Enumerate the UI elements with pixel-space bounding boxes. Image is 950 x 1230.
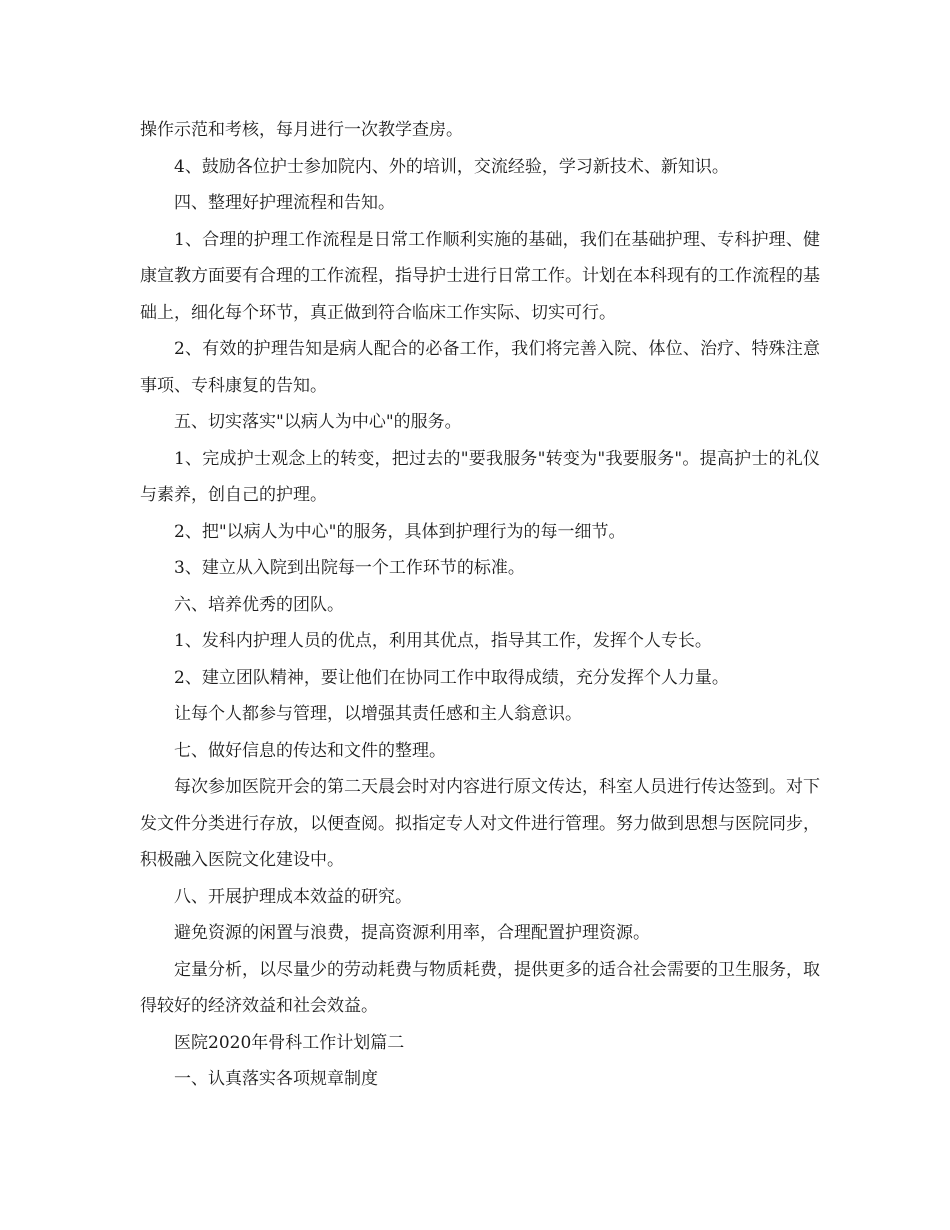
paragraph: 1、发科内护理人员的优点，利用其优点，指导其工作，发挥个人专长。: [174, 631, 712, 651]
paragraph: 2、建立团队精神，要让他们在协同工作中取得成绩，充分发挥个人力量。: [174, 667, 729, 688]
paragraph: 每次参加医院开会的第二天晨会时对内容进行原文传达，科室人员进行传达签到。对下发文件分类进行存放，以便查阅。拟指定专人对文件进行管理。努力做到思想与医院同步，积极融入医院文化建设中。: [140, 777, 820, 870]
paragraph: 1、完成护士观念上的转变，把过去的"要我服务"转变为"我要服务"。提高护士的礼仪与素养，创自己的护理。: [140, 448, 820, 505]
paragraph: 4、鼓励各位护士参加院内、外的培训，交流经验，学习新技术、新知识。: [174, 156, 729, 177]
paragraph: 1、合理的护理工作流程是日常工作顺利实施的基础，我们在基础护理、专科护理、健康宣教方面要有合理的工作流程，指导护士进行日常工作。计划在本科现有的工作流程的基础上，细化每个环节，真正做到符合临床工作实际、切实可行。: [140, 229, 820, 323]
section-heading: 五、切实落实"以病人为中心"的服务。: [174, 412, 462, 432]
paragraph: 避免资源的闲置与浪费，提高资源利用率，合理配置护理资源。: [174, 923, 650, 943]
chapter-title: 医院2020年骨科工作计划篇二: [174, 1032, 405, 1053]
paragraph: 定量分析，以尽量少的劳动耗费与物质耗费，提供更多的适合社会需要的卫生服务，取得较好的经济效益和社会效益。: [140, 959, 820, 1016]
section-heading: 四、整理好护理流程和告知。: [174, 193, 395, 213]
document-body: [140, 112, 820, 1098]
section-heading: 一、认真落实各项规章制度: [174, 1069, 378, 1089]
paragraph: 2、把"以病人为中心"的服务，具体到护理行为的每一细节。: [174, 521, 626, 542]
paragraph: 操作示范和考核，每月进行一次教学查房。: [140, 120, 463, 140]
paragraph: 2、有效的护理告知是病人配合的必备工作，我们将完善入院、体位、治疗、特殊注意事项、专科康复的告知。: [140, 339, 820, 396]
paragraph: 让每个人都参与管理，以增强其责任感和主人翁意识。: [174, 704, 582, 724]
section-heading: 六、培养优秀的团队。: [174, 594, 344, 615]
paragraph: 3、建立从入院到出院每一个工作环节的标准。: [174, 558, 525, 578]
section-heading: 八、开展护理成本效益的研究。: [174, 886, 412, 907]
section-heading: 七、做好信息的传达和文件的整理。: [174, 740, 446, 761]
